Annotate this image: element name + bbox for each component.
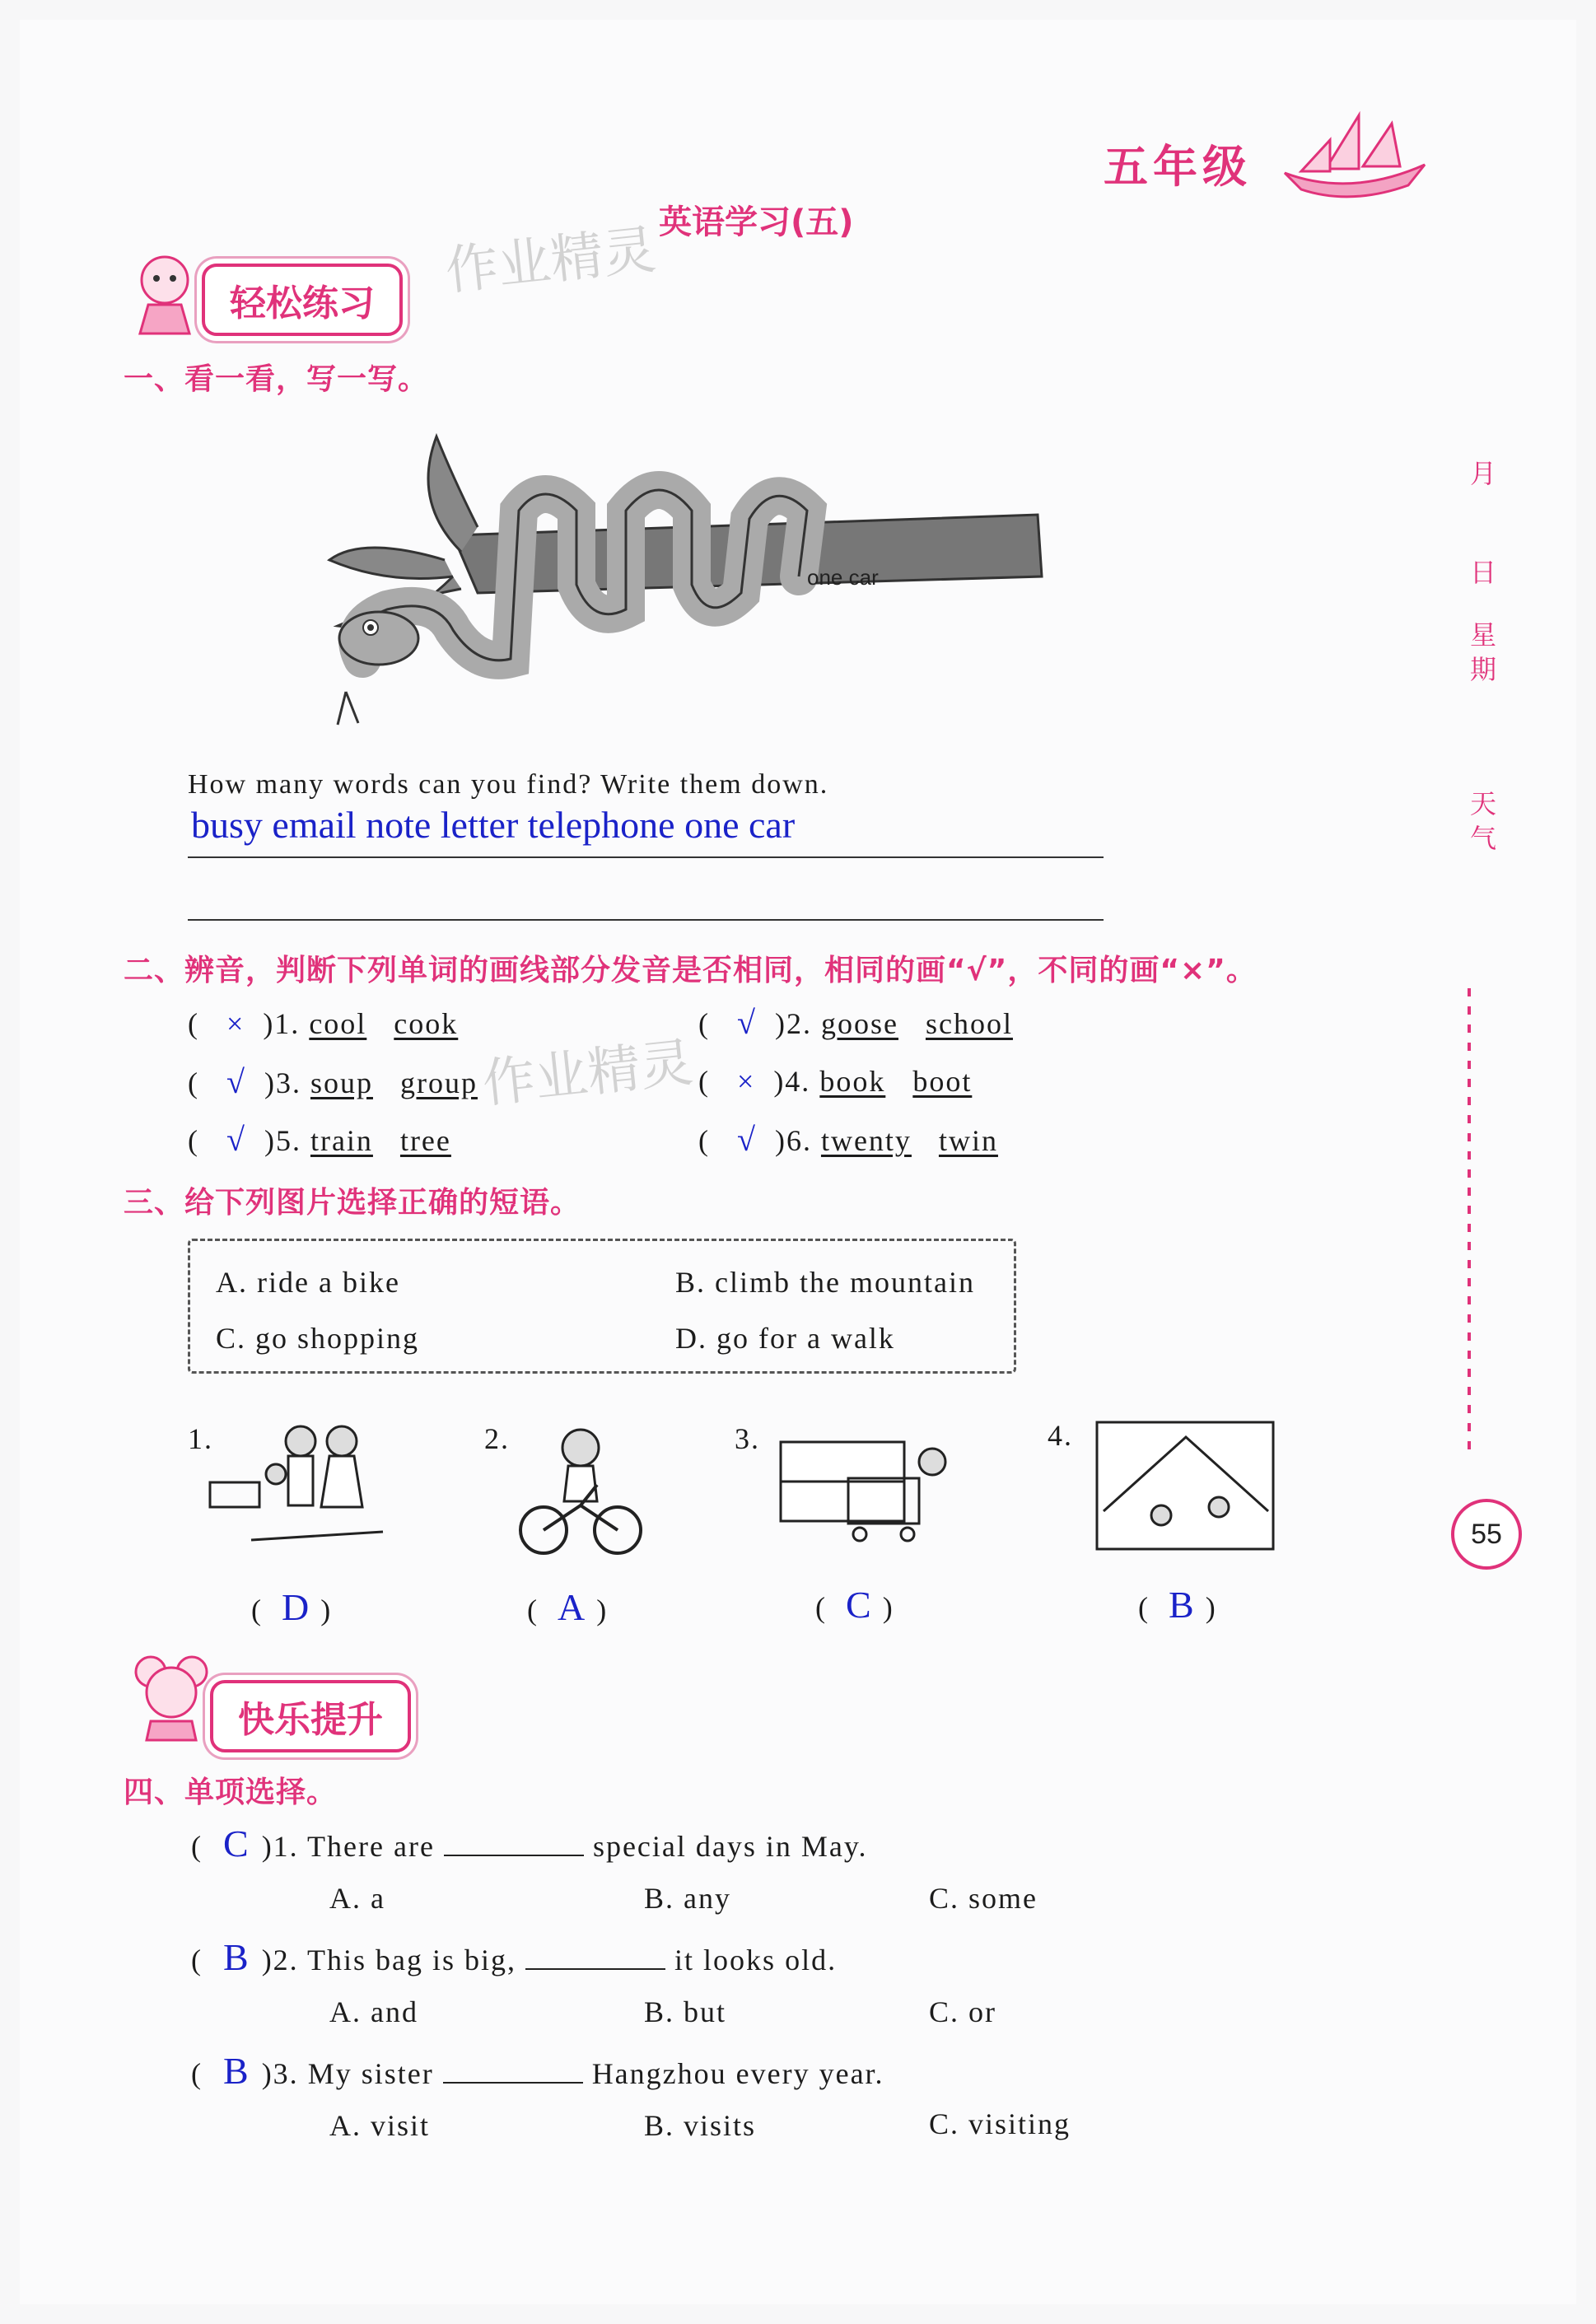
picture-number-4: 4. [1048,1419,1073,1452]
grade-title: 五年级 [1104,141,1252,193]
book-title: 英语学习(五) [659,203,854,241]
answer-letter: B [223,2050,250,2092]
weather-label: 天气 [1470,788,1497,854]
answer-letter: C [223,1822,250,1864]
question-number: )3. [261,2057,299,2090]
question-number: )2. [261,1944,299,1976]
family-walk-picture [202,1416,387,1556]
mc-question-1: ( C )1. There are special days in May. [191,1822,868,1864]
part2-item-1: ( × )1. cool cook [188,1007,459,1040]
cartoon-mascot-icon [124,247,206,338]
day-label: 日 [1470,557,1497,588]
month-label: 月 [1470,458,1497,489]
answer-letter: C [846,1584,873,1626]
word: book [819,1065,886,1098]
fill-blank [443,2057,583,2084]
word: twin [938,1124,998,1157]
mc-q3-option-b: B. visits [644,2109,757,2142]
part1-question: How many words can you find? Write them down. [188,769,829,800]
item-number: )6. [774,1124,812,1157]
mc-q3-option-c: C. visiting [929,2107,1071,2140]
word: train [310,1124,373,1157]
judge-mark: √ [737,1004,757,1041]
part2-item-3: ( √ )3. soup group [188,1063,478,1100]
part2-title: 二、辨音，判断下列单词的画线部分发音是否相同，相同的画“√”，不同的画“×”。 [124,954,1257,987]
sailboat-icon [1268,107,1433,206]
mc-q1-option-c: C. some [929,1882,1038,1915]
item-number: )2. [774,1007,812,1040]
judge-mark: × [737,1065,756,1098]
picture-number-1: 1. [188,1422,213,1455]
option-d: D. go for a walk [675,1322,895,1355]
question-stem-pre: There are [307,1830,435,1863]
picture-answer-3: ( C ) [815,1584,894,1626]
item-number: )5. [264,1124,301,1157]
picture-answer-1: ( D ) [251,1586,333,1628]
part3-title: 三、给下列图片选择正确的短语。 [124,1186,581,1220]
word: group [399,1066,478,1099]
word: school [925,1007,1013,1040]
section-badge-easy-practice: 轻松练习 [202,264,403,336]
mc-question-2: ( B )2. This bag is big, it looks old. [191,1936,838,1978]
word: tree [399,1124,451,1157]
go-shopping-picture [777,1437,959,1544]
decorative-vine [1468,988,1471,1449]
part2-item-6: ( √ )6. twenty twin [698,1121,998,1158]
word: goose [820,1007,898,1040]
part4-title: 四、单项选择。 [124,1776,338,1809]
fill-blank [525,1944,665,1970]
part1-answer: busy email note letter telephone one car [191,804,796,846]
question-number: )1. [261,1830,299,1863]
weekday-label: 星期 [1470,619,1497,685]
watermark-2: 作业精灵 [479,1032,696,1116]
word: soup [310,1066,373,1099]
question-stem-post: Hangzhou every year. [591,2057,884,2090]
mc-q2-option-c: C. or [929,1995,996,2028]
judge-mark: × [226,1007,245,1040]
judge-mark: √ [226,1063,246,1100]
question-stem-pre: This bag is big, [307,1944,517,1976]
mc-q2-option-b: B. but [644,1995,727,2028]
picture-number-3: 3. [735,1422,760,1455]
answer-line-2 [188,919,1104,921]
option-c: C. go shopping [216,1322,420,1355]
part2-item-5: ( √ )5. train tree [188,1121,451,1158]
mc-q1-option-a: A. a [329,1882,385,1915]
part2-item-2: ( √ )2. goose school [698,1004,1013,1041]
ride-bike-picture [515,1423,646,1559]
answer-letter: B [1169,1584,1196,1626]
item-number: )4. [773,1065,811,1098]
picture-answer-2: ( A ) [527,1586,609,1628]
answer-line-1 [188,856,1104,858]
judge-mark: √ [226,1121,246,1158]
mc-q3-option-a: A. visit [329,2109,431,2142]
part1-title: 一、看一看，写一写。 [124,362,429,396]
section-badge-happy-improve: 快乐提升 [210,1680,411,1752]
watermark: 作业精灵 [442,219,659,303]
judge-mark: √ [737,1121,757,1158]
page-number-badge: 55 [1451,1499,1522,1570]
word: cool [309,1007,367,1040]
question-stem-pre: My sister [307,2057,434,2090]
mc-q1-option-b: B. any [644,1882,731,1915]
mc-q2-option-a: A. and [329,1995,418,2028]
climb-mountain-picture [1095,1421,1276,1552]
mc-question-3: ( B )3. My sister Hangzhou every year. [191,2050,884,2092]
option-b: B. climb the mountain [675,1266,975,1299]
answer-letter: A [558,1586,587,1628]
word: twenty [820,1124,912,1157]
answer-letter: D [282,1586,311,1628]
word: boot [912,1065,973,1098]
item-number: )1. [263,1007,301,1040]
question-stem-post: it looks old. [674,1944,838,1976]
question-stem-post: special days in May. [592,1830,868,1863]
picture-answer-4: ( B ) [1138,1584,1217,1626]
item-number: )3. [264,1066,301,1099]
svg-text:one car: one car [807,565,879,590]
snake-on-branch-image [313,420,1054,733]
part2-item-4: ( × )4. book boot [698,1065,973,1098]
picture-number-2: 2. [484,1422,510,1455]
koala-mascot-icon [130,1651,212,1742]
option-a: A. ride a bike [216,1266,400,1299]
answer-letter: B [223,1936,250,1978]
word: cook [394,1007,459,1040]
fill-blank [444,1830,584,1856]
